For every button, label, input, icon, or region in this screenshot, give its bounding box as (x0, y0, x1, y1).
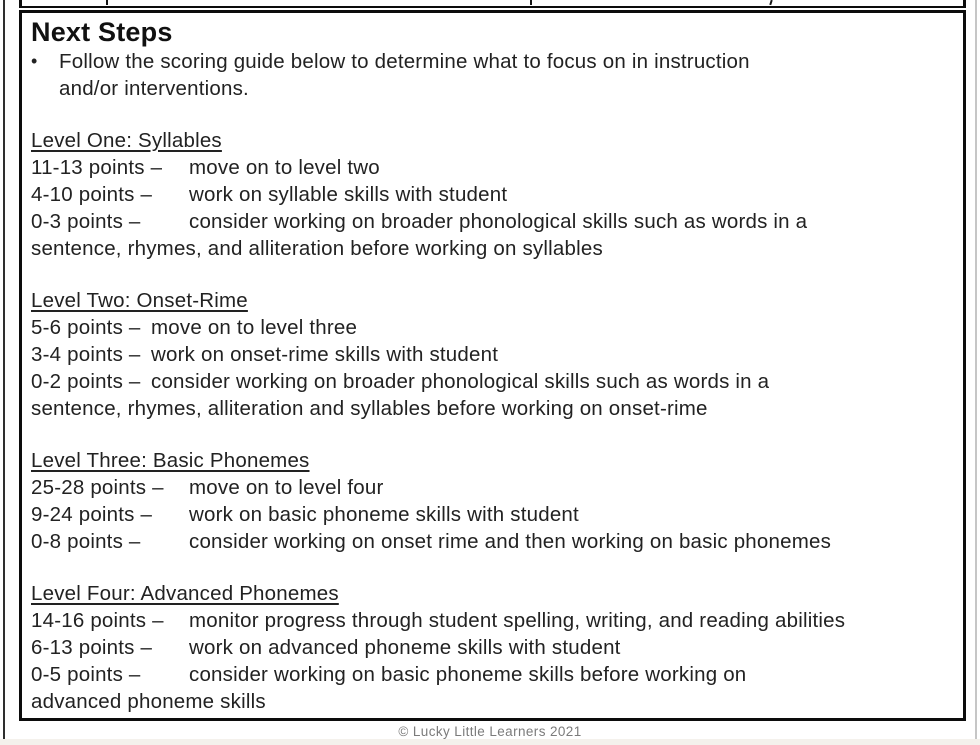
clipped-text-remnant (106, 0, 108, 5)
previous-section-clipped-box (19, 0, 966, 8)
wrapped-guidance-line: advanced phoneme skills (31, 690, 266, 713)
section-gap (31, 262, 955, 287)
bullet-icon: • (31, 51, 38, 71)
intro-line: Follow the scoring guide below to determine what to focus on in instruction (59, 50, 750, 73)
score-row (31, 368, 955, 395)
section-heading: Level Two: Onset-Rime (31, 289, 248, 312)
section-level-one (31, 127, 955, 262)
points-guidance: consider working on broader phonological skills such as words in a (189, 210, 808, 233)
points-guidance: monitor progress through student spelling, writing, and reading abilities (189, 609, 846, 632)
page-title: Next Steps (31, 17, 173, 47)
section-level-four (31, 580, 955, 715)
points-range: 0-3 points – (31, 210, 141, 233)
score-row (31, 208, 955, 235)
points-range: 0-8 points – (31, 530, 141, 553)
points-range: 0-2 points – (31, 370, 141, 393)
points-guidance: move on to level two (189, 156, 380, 179)
page-left-edge (3, 0, 5, 739)
points-range: 3-4 points – (31, 343, 141, 366)
score-row (31, 634, 955, 661)
intro-line: and/or interventions. (59, 77, 249, 100)
score-row (31, 607, 955, 634)
score-row (31, 501, 955, 528)
wrapped-guidance-line: sentence, rhymes, and alliteration before working on syllables (31, 237, 603, 260)
intro-bullet (31, 48, 955, 102)
section-gap (31, 102, 955, 127)
points-range: 4-10 points – (31, 183, 153, 206)
points-range: 5-6 points – (31, 316, 141, 339)
section-level-two (31, 287, 955, 422)
points-range: 25-28 points – (31, 476, 164, 499)
clipped-text-remnant (530, 0, 532, 5)
points-guidance: move on to level four (189, 476, 384, 499)
points-guidance: work on onset-rime skills with student (151, 343, 499, 366)
page-right-edge (975, 0, 977, 739)
copyright-credit: © Lucky Little Learners 2021 (398, 724, 582, 739)
section-gap (31, 555, 955, 580)
score-row (31, 661, 955, 688)
points-guidance: consider working on onset rime and then working on basic phonemes (189, 530, 832, 553)
points-guidance: work on basic phoneme skills with student (189, 503, 579, 526)
score-row (31, 314, 955, 341)
score-row (31, 154, 955, 181)
points-range: 14-16 points – (31, 609, 164, 632)
section-heading: Level Three: Basic Phonemes (31, 449, 310, 472)
points-range: 9-24 points – (31, 503, 153, 526)
points-range: 6-13 points – (31, 636, 153, 659)
intro-bullet-text (59, 48, 750, 102)
score-row (31, 474, 955, 501)
points-guidance: consider working on basic phoneme skills before working on (189, 663, 747, 686)
score-row (31, 528, 955, 555)
points-guidance: work on advanced phoneme skills with student (189, 636, 621, 659)
wrapped-guidance-line: sentence, rhymes, alliteration and syllables before working on onset-rime (31, 397, 708, 420)
points-range: 11-13 points – (31, 156, 163, 179)
points-guidance: work on syllable skills with student (189, 183, 508, 206)
points-guidance: move on to level three (151, 316, 358, 339)
section-level-three (31, 447, 955, 555)
section-heading: Level Four: Advanced Phonemes (31, 582, 339, 605)
score-row (31, 181, 955, 208)
points-guidance: consider working on broader phonological skills such as words in a (151, 370, 770, 393)
clipped-text-remnant (769, 0, 772, 5)
section-gap (31, 422, 955, 447)
page-bottom-edge (0, 739, 980, 745)
points-range: 0-5 points – (31, 663, 141, 686)
section-heading: Level One: Syllables (31, 129, 222, 152)
next-steps-box (19, 10, 966, 721)
score-row (31, 341, 955, 368)
